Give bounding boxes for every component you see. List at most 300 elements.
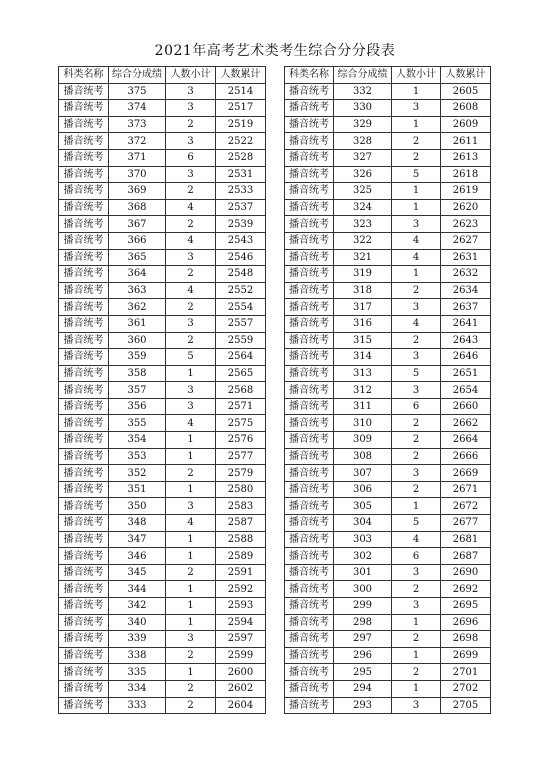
cell-count: 5 xyxy=(392,515,441,532)
table-row xyxy=(285,332,491,349)
cell-score: 355 xyxy=(109,415,166,432)
cell-score: 315 xyxy=(334,332,392,349)
table-row xyxy=(59,531,266,548)
cell-count: 2 xyxy=(392,133,441,150)
cell-category: 播音统考 xyxy=(59,481,109,498)
cell-cumulative: 2564 xyxy=(216,349,266,366)
cell-category: 播音统考 xyxy=(59,531,109,548)
cell-count: 2 xyxy=(392,282,441,299)
page-title: 2021年高考艺术类考生综合分分段表 xyxy=(154,43,396,59)
cell-category: 播音统考 xyxy=(59,332,109,349)
cell-count: 1 xyxy=(392,116,441,133)
cell-count: 3 xyxy=(392,349,441,366)
cell-count: 4 xyxy=(166,282,216,299)
cell-cumulative: 2533 xyxy=(216,183,266,200)
table-row xyxy=(285,100,491,117)
table-body xyxy=(59,83,266,714)
cell-count: 1 xyxy=(166,365,216,382)
cell-count: 1 xyxy=(166,598,216,615)
table-row xyxy=(285,249,491,266)
cell-category: 播音统考 xyxy=(285,498,334,515)
cell-category: 播音统考 xyxy=(285,548,334,565)
cell-count: 2 xyxy=(392,631,441,648)
table-row xyxy=(59,232,266,249)
cell-cumulative: 2660 xyxy=(441,398,491,415)
cell-score: 302 xyxy=(334,548,392,565)
cell-count: 2 xyxy=(166,183,216,200)
table-row xyxy=(59,465,266,482)
table-row xyxy=(285,631,491,648)
table-row xyxy=(285,498,491,515)
cell-category: 播音统考 xyxy=(285,564,334,581)
cell-cumulative: 2654 xyxy=(441,382,491,399)
cell-cumulative: 2666 xyxy=(441,448,491,465)
cell-cumulative: 2613 xyxy=(441,149,491,166)
cell-score: 303 xyxy=(334,531,392,548)
cell-cumulative: 2662 xyxy=(441,415,491,432)
cell-score: 321 xyxy=(334,249,392,266)
cell-score: 335 xyxy=(109,664,166,681)
cell-score: 313 xyxy=(334,365,392,382)
cell-score: 318 xyxy=(334,282,392,299)
cell-cumulative: 2537 xyxy=(216,199,266,216)
table-row xyxy=(285,166,491,183)
cell-category: 播音统考 xyxy=(285,382,334,399)
cell-score: 329 xyxy=(334,116,392,133)
cell-cumulative: 2677 xyxy=(441,515,491,532)
cell-category: 播音统考 xyxy=(59,614,109,631)
cell-score: 294 xyxy=(334,680,392,697)
cell-count: 2 xyxy=(392,332,441,349)
cell-cumulative: 2514 xyxy=(216,83,266,100)
cell-category: 播音统考 xyxy=(59,232,109,249)
cell-cumulative: 2690 xyxy=(441,564,491,581)
cell-cumulative: 2641 xyxy=(441,315,491,332)
cell-score: 367 xyxy=(109,216,166,233)
table-row xyxy=(285,647,491,664)
cell-category: 播音统考 xyxy=(59,199,109,216)
cell-score: 316 xyxy=(334,315,392,332)
cell-count: 2 xyxy=(166,116,216,133)
table-row xyxy=(285,232,491,249)
cell-count: 3 xyxy=(392,216,441,233)
cell-cumulative: 2701 xyxy=(441,664,491,681)
table-row xyxy=(285,548,491,565)
cell-category: 播音统考 xyxy=(59,83,109,100)
cell-cumulative: 2577 xyxy=(216,448,266,465)
table-row xyxy=(59,481,266,498)
cell-score: 372 xyxy=(109,133,166,150)
cell-cumulative: 2698 xyxy=(441,631,491,648)
cell-score: 362 xyxy=(109,299,166,316)
cell-cumulative: 2620 xyxy=(441,199,491,216)
cell-category: 播音统考 xyxy=(285,365,334,382)
cell-count: 2 xyxy=(166,465,216,482)
table-row xyxy=(59,166,266,183)
table-row xyxy=(285,697,491,714)
cell-cumulative: 2600 xyxy=(216,664,266,681)
cell-cumulative: 2602 xyxy=(216,680,266,697)
cell-cumulative: 2517 xyxy=(216,100,266,117)
cell-cumulative: 2671 xyxy=(441,481,491,498)
cell-cumulative: 2565 xyxy=(216,365,266,382)
cell-score: 333 xyxy=(109,697,166,714)
cell-cumulative: 2580 xyxy=(216,481,266,498)
table-row xyxy=(285,531,491,548)
cell-score: 297 xyxy=(334,631,392,648)
table-row xyxy=(59,564,266,581)
cell-score: 312 xyxy=(334,382,392,399)
cell-count: 6 xyxy=(392,548,441,565)
table-row xyxy=(59,149,266,166)
cell-category: 播音统考 xyxy=(59,415,109,432)
cell-category: 播音统考 xyxy=(285,664,334,681)
cell-score: 354 xyxy=(109,432,166,449)
header-category: 科类名称 xyxy=(59,67,109,84)
cell-score: 324 xyxy=(334,199,392,216)
cell-count: 4 xyxy=(166,232,216,249)
table-row xyxy=(285,266,491,283)
cell-score: 323 xyxy=(334,216,392,233)
cell-cumulative: 2531 xyxy=(216,166,266,183)
cell-category: 播音统考 xyxy=(59,548,109,565)
cell-count: 1 xyxy=(166,664,216,681)
cell-cumulative: 2575 xyxy=(216,415,266,432)
cell-count: 4 xyxy=(392,315,441,332)
cell-count: 1 xyxy=(166,481,216,498)
table-row xyxy=(285,515,491,532)
table-row xyxy=(59,133,266,150)
cell-category: 播音统考 xyxy=(59,116,109,133)
cell-cumulative: 2702 xyxy=(441,680,491,697)
table-row xyxy=(59,249,266,266)
cell-count: 2 xyxy=(392,432,441,449)
cell-score: 344 xyxy=(109,581,166,598)
cell-category: 播音统考 xyxy=(285,415,334,432)
cell-count: 2 xyxy=(166,564,216,581)
table-row xyxy=(59,199,266,216)
cell-cumulative: 2554 xyxy=(216,299,266,316)
cell-score: 358 xyxy=(109,365,166,382)
cell-cumulative: 2695 xyxy=(441,598,491,615)
cell-category: 播音统考 xyxy=(285,432,334,449)
cell-count: 1 xyxy=(166,531,216,548)
table-row xyxy=(59,266,266,283)
cell-category: 播音统考 xyxy=(285,199,334,216)
cell-count: 3 xyxy=(166,398,216,415)
cell-score: 342 xyxy=(109,598,166,615)
cell-cumulative: 2692 xyxy=(441,581,491,598)
table-row xyxy=(59,315,266,332)
cell-score: 310 xyxy=(334,415,392,432)
cell-category: 播音统考 xyxy=(285,697,334,714)
cell-count: 1 xyxy=(166,614,216,631)
cell-cumulative: 2589 xyxy=(216,548,266,565)
cell-category: 播音统考 xyxy=(59,100,109,117)
cell-score: 314 xyxy=(334,349,392,366)
cell-count: 4 xyxy=(166,515,216,532)
cell-category: 播音统考 xyxy=(59,680,109,697)
table-row xyxy=(285,299,491,316)
cell-score: 359 xyxy=(109,349,166,366)
cell-cumulative: 2627 xyxy=(441,232,491,249)
cell-cumulative: 2651 xyxy=(441,365,491,382)
cell-cumulative: 2632 xyxy=(441,266,491,283)
cell-cumulative: 2699 xyxy=(441,647,491,664)
cell-count: 3 xyxy=(166,133,216,150)
cell-count: 2 xyxy=(392,448,441,465)
cell-category: 播音统考 xyxy=(59,398,109,415)
cell-count: 2 xyxy=(166,299,216,316)
cell-score: 332 xyxy=(334,83,392,100)
cell-cumulative: 2594 xyxy=(216,614,266,631)
cell-category: 播音统考 xyxy=(285,83,334,100)
cell-category: 播音统考 xyxy=(285,249,334,266)
cell-category: 播音统考 xyxy=(59,183,109,200)
cell-count: 4 xyxy=(392,249,441,266)
cell-category: 播音统考 xyxy=(285,349,334,366)
cell-cumulative: 2611 xyxy=(441,133,491,150)
cell-score: 345 xyxy=(109,564,166,581)
cell-score: 305 xyxy=(334,498,392,515)
table-row xyxy=(59,498,266,515)
cell-count: 3 xyxy=(392,382,441,399)
table-row xyxy=(59,598,266,615)
cell-cumulative: 2631 xyxy=(441,249,491,266)
cell-category: 播音统考 xyxy=(285,133,334,150)
cell-count: 2 xyxy=(392,581,441,598)
cell-category: 播音统考 xyxy=(59,598,109,615)
cell-cumulative: 2576 xyxy=(216,432,266,449)
table-row xyxy=(59,614,266,631)
table-row xyxy=(59,581,266,598)
table-row xyxy=(285,598,491,615)
table-row xyxy=(285,133,491,150)
header-score: 综合分成绩 xyxy=(334,67,392,84)
cell-count: 4 xyxy=(392,531,441,548)
cell-category: 播音统考 xyxy=(59,216,109,233)
cell-count: 4 xyxy=(166,415,216,432)
cell-count: 6 xyxy=(392,398,441,415)
cell-count: 5 xyxy=(392,166,441,183)
cell-score: 351 xyxy=(109,481,166,498)
cell-score: 301 xyxy=(334,564,392,581)
cell-count: 1 xyxy=(392,647,441,664)
cell-count: 3 xyxy=(166,631,216,648)
cell-count: 4 xyxy=(166,199,216,216)
table-row xyxy=(285,448,491,465)
cell-count: 2 xyxy=(392,481,441,498)
cell-count: 1 xyxy=(392,614,441,631)
cell-count: 3 xyxy=(166,382,216,399)
table-row xyxy=(285,149,491,166)
cell-cumulative: 2588 xyxy=(216,531,266,548)
cell-cumulative: 2599 xyxy=(216,647,266,664)
cell-category: 播音统考 xyxy=(285,299,334,316)
table-row xyxy=(285,83,491,100)
cell-score: 330 xyxy=(334,100,392,117)
cell-cumulative: 2681 xyxy=(441,531,491,548)
cell-count: 3 xyxy=(392,100,441,117)
table-row xyxy=(285,216,491,233)
cell-cumulative: 2637 xyxy=(441,299,491,316)
cell-score: 309 xyxy=(334,432,392,449)
cell-category: 播音统考 xyxy=(59,382,109,399)
cell-category: 播音统考 xyxy=(285,531,334,548)
cell-score: 322 xyxy=(334,232,392,249)
table-row xyxy=(285,581,491,598)
table-row xyxy=(285,432,491,449)
table-row xyxy=(285,664,491,681)
cell-count: 2 xyxy=(166,647,216,664)
table-row xyxy=(59,365,266,382)
cell-category: 播音统考 xyxy=(59,647,109,664)
cell-score: 326 xyxy=(334,166,392,183)
header-count: 人数小计 xyxy=(166,67,216,84)
cell-score: 328 xyxy=(334,133,392,150)
table-row xyxy=(59,216,266,233)
cell-category: 播音统考 xyxy=(285,183,334,200)
table-row xyxy=(59,664,266,681)
cell-category: 播音统考 xyxy=(285,166,334,183)
table-row xyxy=(59,415,266,432)
cell-cumulative: 2552 xyxy=(216,282,266,299)
cell-category: 播音统考 xyxy=(285,398,334,415)
cell-category: 播音统考 xyxy=(285,515,334,532)
cell-category: 播音统考 xyxy=(285,100,334,117)
cell-category: 播音统考 xyxy=(59,133,109,150)
cell-cumulative: 2571 xyxy=(216,398,266,415)
cell-category: 播音统考 xyxy=(59,581,109,598)
cell-cumulative: 2579 xyxy=(216,465,266,482)
cell-count: 3 xyxy=(392,697,441,714)
cell-cumulative: 2587 xyxy=(216,515,266,532)
score-table-left xyxy=(58,66,266,714)
cell-category: 播音统考 xyxy=(285,282,334,299)
cell-cumulative: 2705 xyxy=(441,697,491,714)
cell-score: 375 xyxy=(109,83,166,100)
cell-category: 播音统考 xyxy=(59,432,109,449)
cell-count: 2 xyxy=(166,266,216,283)
cell-count: 2 xyxy=(166,332,216,349)
table-row xyxy=(285,398,491,415)
cell-category: 播音统考 xyxy=(285,116,334,133)
cell-category: 播音统考 xyxy=(59,697,109,714)
cell-score: 340 xyxy=(109,614,166,631)
table-row xyxy=(285,680,491,697)
cell-score: 311 xyxy=(334,398,392,415)
table-row xyxy=(285,465,491,482)
cell-category: 播音统考 xyxy=(59,664,109,681)
table-row xyxy=(59,631,266,648)
cell-count: 3 xyxy=(166,166,216,183)
cell-cumulative: 2696 xyxy=(441,614,491,631)
cell-category: 播音统考 xyxy=(285,647,334,664)
cell-score: 304 xyxy=(334,515,392,532)
cell-cumulative: 2623 xyxy=(441,216,491,233)
cell-score: 347 xyxy=(109,531,166,548)
cell-category: 播音统考 xyxy=(59,282,109,299)
header-score: 综合分成绩 xyxy=(109,67,166,84)
cell-count: 3 xyxy=(166,83,216,100)
cell-count: 3 xyxy=(166,100,216,117)
table-header-row xyxy=(59,67,266,84)
cell-cumulative: 2543 xyxy=(216,232,266,249)
cell-cumulative: 2643 xyxy=(441,332,491,349)
cell-cumulative: 2591 xyxy=(216,564,266,581)
table-row xyxy=(59,680,266,697)
cell-count: 4 xyxy=(392,232,441,249)
cell-score: 357 xyxy=(109,382,166,399)
cell-count: 2 xyxy=(392,149,441,166)
cell-cumulative: 2583 xyxy=(216,498,266,515)
cell-category: 播音统考 xyxy=(59,299,109,316)
cell-cumulative: 2528 xyxy=(216,149,266,166)
cell-cumulative: 2609 xyxy=(441,116,491,133)
cell-category: 播音统考 xyxy=(59,266,109,283)
cell-score: 325 xyxy=(334,183,392,200)
cell-score: 334 xyxy=(109,680,166,697)
cell-category: 播音统考 xyxy=(59,448,109,465)
cell-cumulative: 2559 xyxy=(216,332,266,349)
cell-category: 播音统考 xyxy=(285,581,334,598)
cell-cumulative: 2634 xyxy=(441,282,491,299)
cell-count: 5 xyxy=(392,365,441,382)
cell-count: 1 xyxy=(166,448,216,465)
table-row xyxy=(285,382,491,399)
table-row xyxy=(59,647,266,664)
cell-score: 364 xyxy=(109,266,166,283)
cell-count: 3 xyxy=(166,249,216,266)
table-row xyxy=(285,315,491,332)
cell-category: 播音统考 xyxy=(59,515,109,532)
cell-count: 6 xyxy=(166,149,216,166)
cell-cumulative: 2605 xyxy=(441,83,491,100)
table-row xyxy=(59,448,266,465)
cell-cumulative: 2546 xyxy=(216,249,266,266)
cell-count: 2 xyxy=(392,415,441,432)
table-row xyxy=(59,332,266,349)
table-row xyxy=(285,415,491,432)
cell-count: 1 xyxy=(392,199,441,216)
cell-cumulative: 2592 xyxy=(216,581,266,598)
cell-cumulative: 2539 xyxy=(216,216,266,233)
cell-score: 370 xyxy=(109,166,166,183)
header-category: 科类名称 xyxy=(285,67,334,84)
table-row xyxy=(59,398,266,415)
cell-category: 播音统考 xyxy=(59,315,109,332)
cell-category: 播音统考 xyxy=(285,315,334,332)
table-row xyxy=(285,183,491,200)
cell-category: 播音统考 xyxy=(285,631,334,648)
table-header-row xyxy=(285,67,491,84)
cell-score: 369 xyxy=(109,183,166,200)
cell-count: 2 xyxy=(166,697,216,714)
score-table-right xyxy=(284,66,491,714)
table-row xyxy=(59,282,266,299)
table-row xyxy=(59,697,266,714)
cell-score: 298 xyxy=(334,614,392,631)
cell-category: 播音统考 xyxy=(59,465,109,482)
cell-category: 播音统考 xyxy=(285,680,334,697)
cell-cumulative: 2669 xyxy=(441,465,491,482)
cell-score: 366 xyxy=(109,232,166,249)
cell-score: 346 xyxy=(109,548,166,565)
cell-score: 360 xyxy=(109,332,166,349)
table-row xyxy=(285,116,491,133)
cell-count: 3 xyxy=(392,564,441,581)
cell-score: 352 xyxy=(109,465,166,482)
